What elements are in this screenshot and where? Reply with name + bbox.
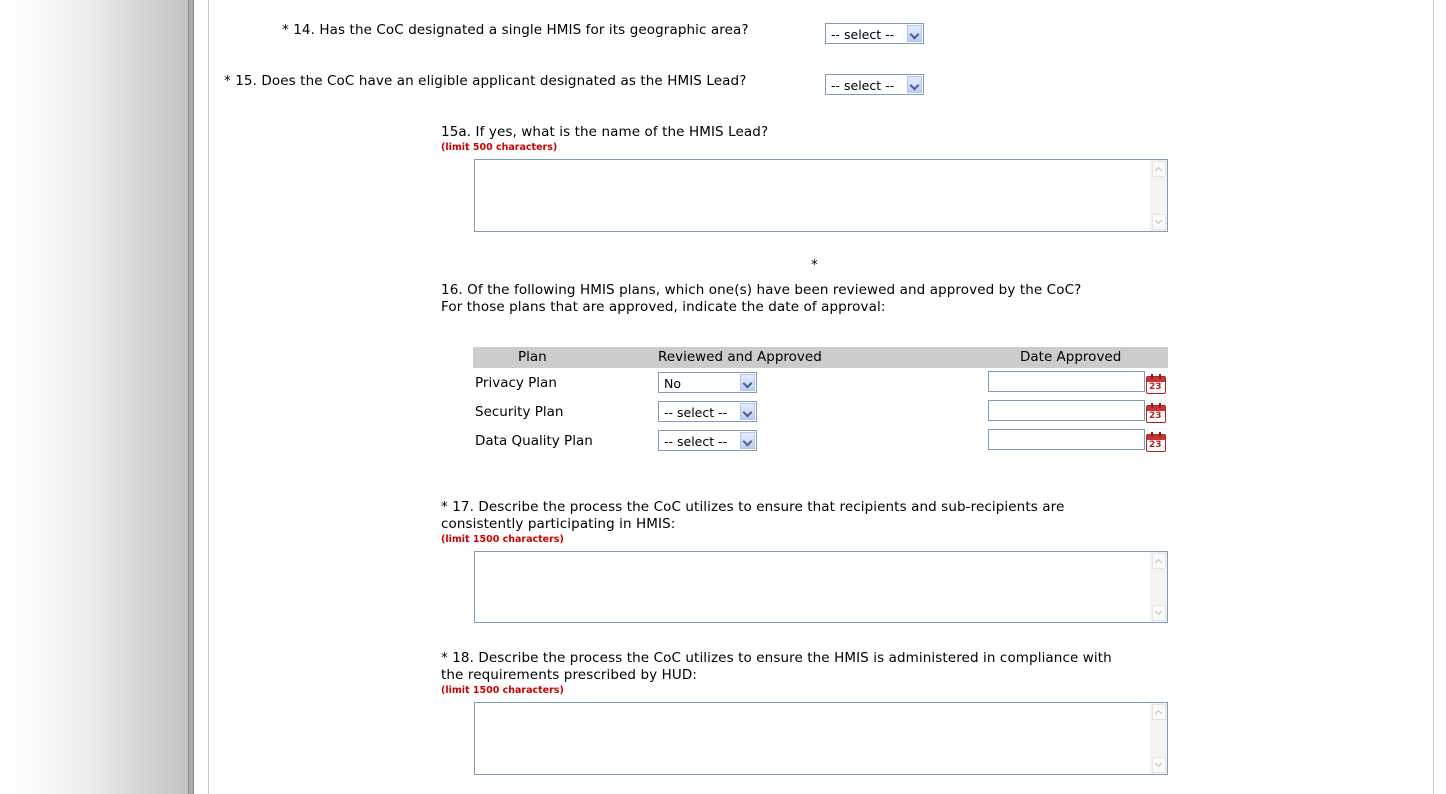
security-plan-select[interactable] (658, 401, 757, 422)
header-plan: Plan (518, 349, 547, 365)
q17-limit: (limit 1500 characters) (441, 534, 564, 545)
header-reviewed: Reviewed and Approved (658, 349, 822, 365)
calendar-icon[interactable] (1146, 376, 1166, 394)
chevron-down-icon[interactable] (740, 374, 755, 391)
scroll-down-icon[interactable] (1152, 605, 1166, 621)
chevron-down-icon[interactable] (740, 432, 755, 449)
q14-label: * 14. Has the CoC designated a single HMIS for its geographic area? (282, 22, 749, 38)
privacy-plan-date-input[interactable] (988, 371, 1145, 392)
scroll-up-icon[interactable] (1152, 553, 1166, 569)
q18-scrollbar[interactable] (1150, 703, 1167, 774)
chevron-down-icon[interactable] (907, 76, 922, 93)
q17-scrollbar[interactable] (1150, 552, 1167, 622)
security-plan-date-input[interactable] (988, 400, 1145, 421)
q16-asterisk: * (811, 257, 818, 273)
calendar-number: 23 (1149, 440, 1162, 450)
data-quality-plan-date-input[interactable] (988, 429, 1145, 450)
plan-row-label: Privacy Plan (475, 375, 557, 391)
q14-select[interactable] (825, 23, 924, 44)
chevron-down-icon[interactable] (740, 403, 755, 420)
q15-select-value: -- select -- (831, 78, 895, 93)
privacy-plan-select[interactable] (658, 372, 757, 393)
scroll-down-icon[interactable] (1152, 214, 1166, 230)
q18-label-line2: the requirements prescribed by HUD: (441, 667, 698, 683)
plan-row-label: Security Plan (475, 404, 564, 420)
q15a-textarea[interactable] (474, 159, 1168, 232)
q17-label-line1: * 17. Describe the process the CoC utilizes to ensure that recipients and sub-recipients are (441, 499, 1065, 515)
calendar-icon[interactable] (1146, 405, 1166, 423)
select-value: -- select -- (664, 434, 728, 449)
q18-label-line1: * 18. Describe the process the CoC utilizes to ensure the HMIS is administered in compliance with (441, 650, 1112, 666)
chevron-down-icon[interactable] (907, 25, 922, 42)
calendar-number: 23 (1149, 382, 1162, 392)
scroll-up-icon[interactable] (1152, 704, 1166, 720)
header-date: Date Approved (1020, 349, 1122, 365)
q17-textarea[interactable] (474, 551, 1168, 623)
select-value: No (664, 376, 681, 391)
q15a-label: 15a. If yes, what is the name of the HMIS Lead? (441, 124, 769, 140)
scroll-up-icon[interactable] (1152, 161, 1166, 177)
plan-row-label: Data Quality Plan (475, 433, 593, 449)
gutter-gap (194, 0, 208, 794)
scroll-down-icon[interactable] (1152, 757, 1166, 773)
data-quality-plan-select[interactable] (658, 430, 757, 451)
q15-label: * 15. Does the CoC have an eligible applicant designated as the HMIS Lead? (224, 73, 747, 89)
q17-label-line2: consistently participating in HMIS: (441, 516, 676, 532)
q14-select-value: -- select -- (831, 27, 895, 42)
q15a-scrollbar[interactable] (1150, 160, 1167, 231)
q18-limit: (limit 1500 characters) (441, 685, 564, 696)
calendar-number: 23 (1149, 411, 1162, 421)
q18-textarea[interactable] (474, 702, 1168, 775)
plan-table-header (473, 347, 1168, 368)
q15-select[interactable] (825, 74, 924, 95)
left-gutter (0, 0, 188, 794)
select-value: -- select -- (664, 405, 728, 420)
q16-label-line2: For those plans that are approved, indicate the date of approval: (441, 299, 886, 315)
calendar-icon[interactable] (1146, 434, 1166, 452)
q16-label-line1: 16. Of the following HMIS plans, which one(s) have been reviewed and approved by the CoC? (441, 282, 1082, 298)
q15a-limit: (limit 500 characters) (441, 142, 558, 153)
content-frame (208, 0, 1434, 794)
